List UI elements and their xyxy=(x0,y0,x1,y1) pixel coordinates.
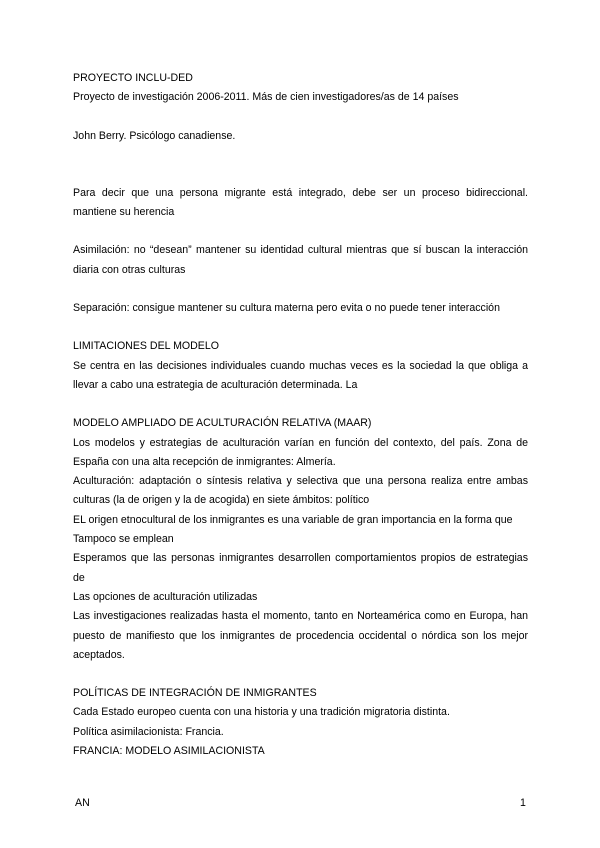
paragraph-spacer xyxy=(73,318,528,337)
text-line: Proyecto de investigación 2006-2011. Más de cien investigadores/as de 14 países xyxy=(73,91,459,104)
text-paragraph: Asimilación: no “desean” mantener su identidad cultural mientras que sí buscan la interacción diaria con otras culturas xyxy=(73,244,528,276)
text-paragraph: Aculturación: adaptación o síntesis relativa y selectiva que una persona realiza entre ambas culturas (la de origen y la de acogida) en siete ámbitos: político xyxy=(73,475,528,507)
text-paragraph: EL origen etnocultural de los inmigrantes es una variable de gran importancia en la forma que xyxy=(73,513,513,526)
text-paragraph: Para decir que una persona migrante está integrado, debe ser un proceso bidireccional. mantiene su herencia xyxy=(73,186,528,219)
text-line: Cada Estado europeo cuenta con una historia y una tradición migratoria distinta. xyxy=(73,706,450,719)
paragraph-spacer xyxy=(73,280,528,299)
text-line: Las opciones de aculturación utilizadas xyxy=(73,590,258,603)
paragraph-spacer xyxy=(73,108,528,127)
text-line: Política asimilacionista: Francia. xyxy=(73,725,224,738)
text-line: Separación: consigue mantener su cultura materna pero evita o no puede tener interacción xyxy=(73,302,500,315)
text-line: POLÍTICAS DE INTEGRACIÓN DE INMIGRANTES xyxy=(73,687,317,700)
paragraph-spacer xyxy=(73,146,528,184)
text-line: John Berry. Psicólogo canadiense. xyxy=(73,129,236,142)
paragraph-spacer xyxy=(73,395,528,414)
text-paragraph: Los modelos y estrategias de aculturación varían en función del contexto, del país. Zona de España con una alta recepción de inmigrantes: Almería. xyxy=(73,436,528,468)
document-body xyxy=(73,69,528,761)
text-paragraph: Esperamos que las personas inmigrantes desarrollen comportamientos propios de estrategias de xyxy=(73,552,528,584)
page-number: 1 xyxy=(520,797,526,809)
text-line: Tampoco se emplean xyxy=(73,533,174,546)
text-paragraph: Las investigaciones realizadas hasta el momento, tanto en Norteamérica como en Europa, han puesto de manifiesto que los inmigrantes de procedencia occidental o nórdica son los mejor aceptados. xyxy=(73,610,528,661)
footer-initials: AN xyxy=(75,797,90,809)
text-paragraph: Se centra en las decisiones individuales cuando muchas veces es la sociedad la que obliga a llevar a cabo una estrategia de aculturación determinada. La xyxy=(73,359,528,391)
text-line: FRANCIA: MODELO ASIMILACIONISTA xyxy=(73,745,265,758)
text-line: PROYECTO INCLU-DED xyxy=(73,72,193,84)
text-line: LIMITACIONES DEL MODELO xyxy=(73,340,219,353)
paragraph-spacer xyxy=(73,665,528,684)
text-line: MODELO AMPLIADO DE ACULTURACIÓN RELATIVA (MAAR) xyxy=(73,417,372,430)
paragraph-spacer xyxy=(73,222,528,241)
